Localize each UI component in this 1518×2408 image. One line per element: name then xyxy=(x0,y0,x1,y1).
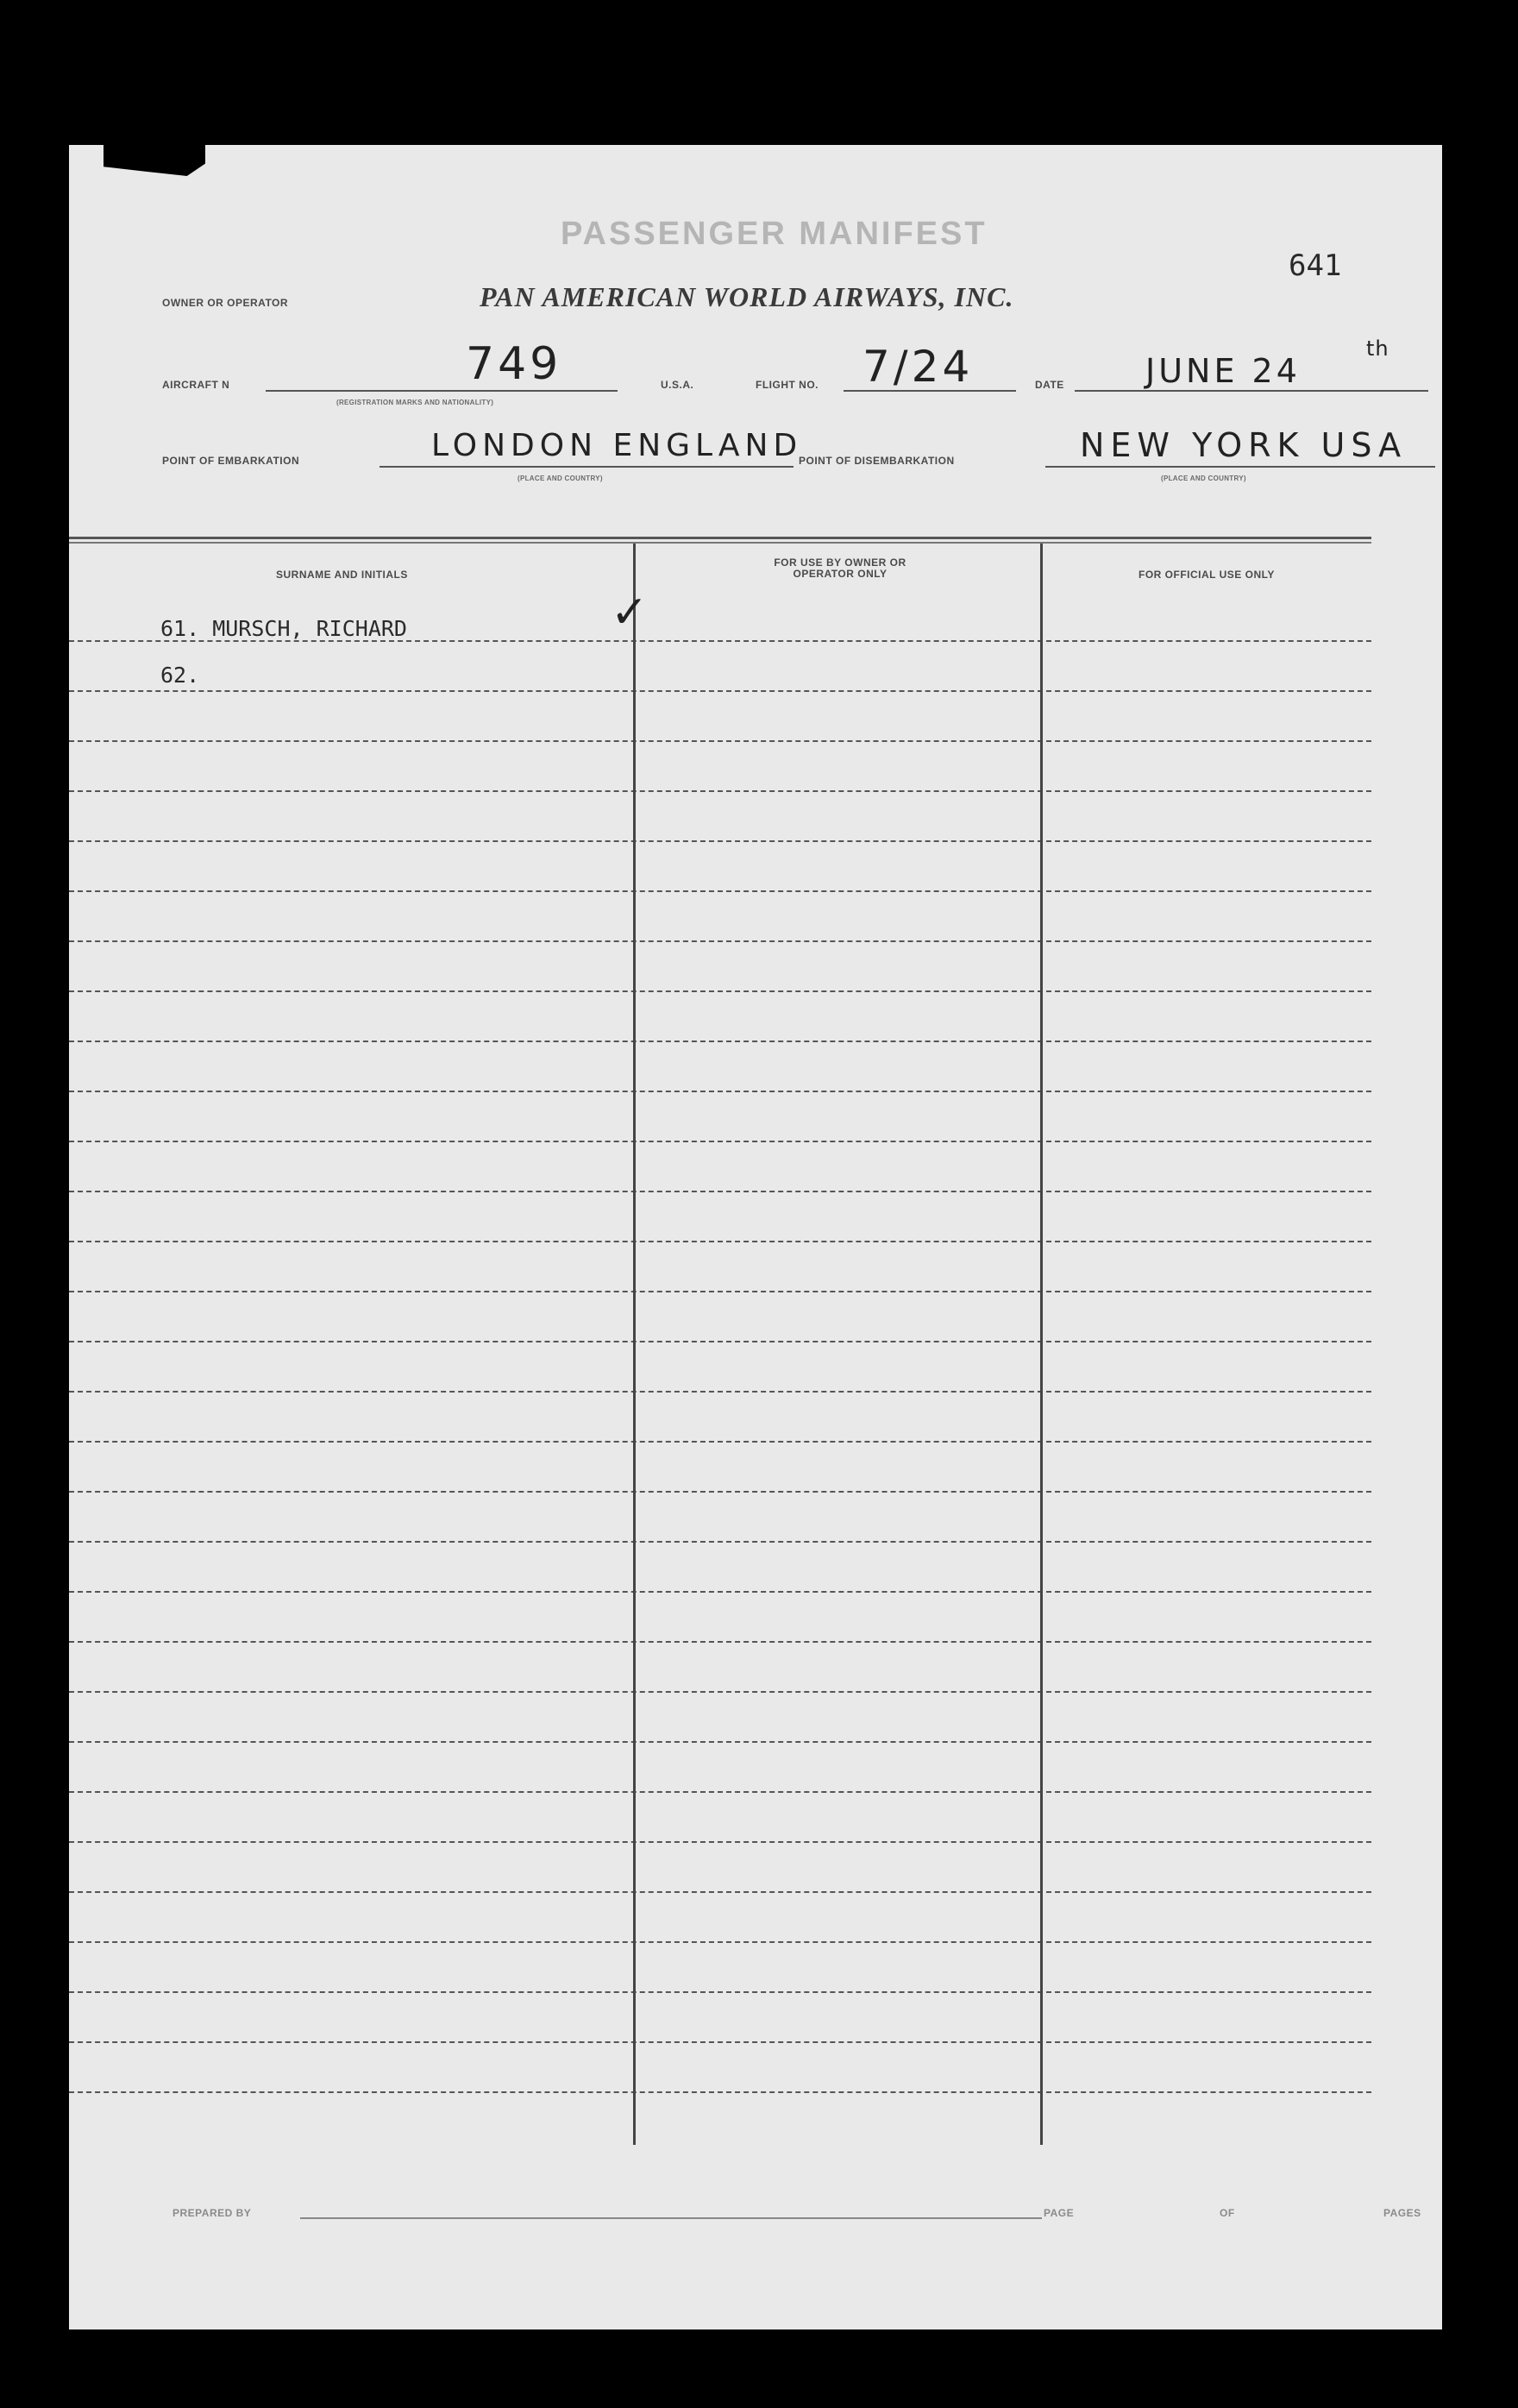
passenger-table xyxy=(69,580,1371,2147)
disembark-label: POINT OF DISEMBARKATION xyxy=(799,455,955,467)
table-row-rule xyxy=(69,840,1371,842)
table-row-rule xyxy=(69,940,1371,942)
usa-label: U.S.A. xyxy=(661,379,694,391)
check-mark: ✓ xyxy=(611,587,649,638)
date-suffix: th xyxy=(1366,336,1389,361)
table-row-rule xyxy=(69,2091,1371,2093)
aircraft-underline xyxy=(266,390,618,392)
table-row-rule xyxy=(69,1841,1371,1843)
table-top-rule xyxy=(69,537,1371,539)
table-row-rule xyxy=(69,1391,1371,1393)
flight-label: FLIGHT NO. xyxy=(756,379,819,391)
column-divider-1 xyxy=(633,544,636,2145)
footer-pages-label: PAGES xyxy=(1383,2207,1421,2219)
table-row-rule xyxy=(69,1641,1371,1643)
column-header-official: FOR OFFICIAL USE ONLY xyxy=(1138,569,1275,581)
table-row-rule xyxy=(69,1191,1371,1192)
aircraft-caption: (REGISTRATION MARKS AND NATIONALITY) xyxy=(336,399,494,406)
table-row-rule xyxy=(69,1891,1371,1893)
date-underline xyxy=(1075,390,1428,392)
embark-value: LONDON ENGLAND xyxy=(431,428,803,463)
table-row-rule xyxy=(69,1441,1371,1443)
prepared-by-underline xyxy=(300,2217,1042,2219)
table-row-rule xyxy=(69,1791,1371,1793)
table-row-rule xyxy=(69,2041,1371,2043)
page-number: 641 xyxy=(1289,248,1342,283)
table-row-rule xyxy=(69,1041,1371,1042)
prepared-by-label: PREPARED BY xyxy=(172,2207,252,2219)
table-row-rule xyxy=(69,1591,1371,1593)
table-row-rule xyxy=(69,1241,1371,1242)
embark-label: POINT OF EMBARKATION xyxy=(162,455,300,467)
table-row-rule xyxy=(69,1741,1371,1743)
disembark-value: NEW YORK USA xyxy=(1080,426,1408,464)
aircraft-value: 749 xyxy=(466,338,562,390)
date-label: DATE xyxy=(1035,379,1064,391)
disembark-underline xyxy=(1045,466,1435,468)
owner-label: OWNER OR OPERATOR xyxy=(162,297,289,309)
table-row-rule xyxy=(69,1341,1371,1342)
table-row-rule xyxy=(69,790,1371,792)
date-value: JUNE 24 xyxy=(1145,352,1301,390)
table-row-rule xyxy=(69,1941,1371,1943)
operator-name: PAN AMERICAN WORLD AIRWAYS, INC. xyxy=(480,281,1014,312)
table-row-rule xyxy=(69,740,1371,742)
aircraft-label: AIRCRAFT N xyxy=(162,379,230,391)
table-row-rule xyxy=(69,1091,1371,1092)
table-row-rule xyxy=(69,990,1371,992)
column-divider-2 xyxy=(1040,544,1043,2145)
passenger-row-61: 61. MURSCH, RICHARD xyxy=(160,616,407,641)
table-row-rule xyxy=(69,890,1371,892)
table-row-rule xyxy=(69,1491,1371,1493)
footer-page-label: PAGE xyxy=(1044,2207,1075,2219)
embark-caption: (PLACE AND COUNTRY) xyxy=(518,475,603,482)
flight-value: 7/24 xyxy=(862,342,974,392)
column-header-owner: FOR USE BY OWNER OR OPERATOR ONLY xyxy=(774,556,906,580)
embark-underline xyxy=(380,466,794,468)
table-top-rule-2 xyxy=(69,542,1371,544)
footer-of-label: OF xyxy=(1220,2207,1235,2219)
table-row-rule xyxy=(69,690,1371,692)
table-row-rule xyxy=(69,1991,1371,1993)
table-row-rule xyxy=(69,1141,1371,1142)
disembark-caption: (PLACE AND COUNTRY) xyxy=(1161,475,1246,482)
passenger-row-62: 62. xyxy=(160,663,200,688)
form-title: PASSENGER MANIFEST xyxy=(561,216,988,252)
table-row-rule xyxy=(69,1691,1371,1693)
table-row-rule xyxy=(69,1291,1371,1292)
table-row-rule xyxy=(69,1541,1371,1543)
column-header-surname: SURNAME AND INITIALS xyxy=(276,569,408,581)
